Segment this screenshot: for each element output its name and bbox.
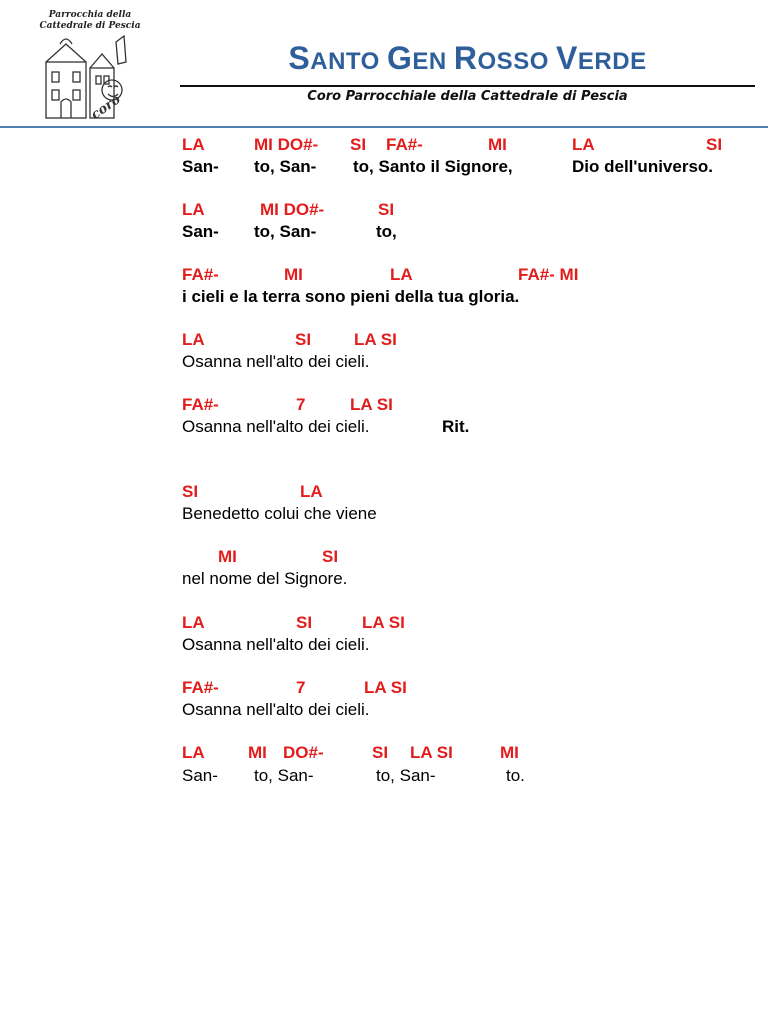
chord: SI <box>295 330 312 349</box>
chord: MI <box>248 743 267 762</box>
title-initial: V <box>556 40 578 76</box>
chord: SI <box>372 743 389 762</box>
lyric: to, San- <box>254 766 314 785</box>
chord: LA <box>182 200 205 219</box>
chord: LA <box>182 743 205 762</box>
chord: FA#- <box>386 135 423 154</box>
lyric: Osanna nell'alto dei cieli. <box>182 635 370 654</box>
chord: MI <box>218 547 237 566</box>
lyric: nel nome del Signore. <box>182 569 348 588</box>
lyric: Osanna nell'alto dei cieli. <box>182 352 370 371</box>
chord: SI <box>350 135 367 154</box>
chord: LA SI <box>354 330 397 349</box>
title-part: OSSO <box>477 48 557 75</box>
chord: 7 <box>296 395 306 414</box>
chord: FA#- <box>182 395 219 414</box>
chord: FA#- MI <box>518 265 579 284</box>
chord: MI <box>284 265 303 284</box>
title-part: ERDE <box>577 48 647 75</box>
lyric: i cieli e la terra sono pieni della tua gloria. <box>182 287 520 306</box>
title-underline <box>180 85 755 87</box>
chord: LA <box>572 135 595 154</box>
logo-line-2: Cattedrale di Pescia <box>39 21 141 31</box>
chord: DO#- <box>283 743 324 762</box>
lyric: Osanna nell'alto dei cieli. <box>182 417 370 436</box>
page-subtitle: Coro Parrocchiale della Cattedrale di Pescia <box>307 89 628 104</box>
chord: SI <box>182 482 199 501</box>
page-title <box>180 40 755 77</box>
lyric: to, Santo il Signore, <box>353 157 513 176</box>
title-initial: R <box>453 40 478 76</box>
lyric: San- <box>182 222 219 241</box>
chord: LA <box>390 265 413 284</box>
chord: LA SI <box>364 678 407 697</box>
title-initial: G <box>387 40 413 76</box>
chord: FA#- <box>182 678 219 697</box>
chord: SI <box>296 613 313 632</box>
refrain-tag: Rit. <box>442 417 470 436</box>
lyric: to. <box>506 766 525 785</box>
chord: MI DO#- <box>254 135 319 154</box>
chord: SI <box>706 135 723 154</box>
chord: LA <box>182 135 205 154</box>
lyric: to, San- <box>376 766 436 785</box>
title-part: ANTO <box>310 48 387 75</box>
lyric: Dio dell'universo. <box>572 157 714 176</box>
lyric: to, San- <box>254 222 317 241</box>
title-initial: S <box>288 40 311 76</box>
chord: MI <box>500 743 519 762</box>
lyric: San- <box>182 766 218 785</box>
logo-badge: coro <box>88 92 124 123</box>
chord: SI <box>322 547 339 566</box>
header-divider <box>0 126 768 128</box>
chord: LA <box>182 330 205 349</box>
chord: MI DO#- <box>260 200 325 219</box>
chord: 7 <box>296 678 306 697</box>
chord: LA SI <box>362 613 405 632</box>
chord: LA <box>300 482 323 501</box>
chord: LA SI <box>410 743 453 762</box>
lyric: San- <box>182 157 219 176</box>
lyric: Benedetto colui che viene <box>182 504 377 523</box>
chord: LA <box>182 613 205 632</box>
title-part: EN <box>412 48 454 75</box>
chord: FA#- <box>182 265 219 284</box>
chord: SI <box>378 200 395 219</box>
lyric: to, <box>376 222 397 241</box>
lyric: to, San- <box>254 157 317 176</box>
chord: MI <box>488 135 507 154</box>
parish-choir-logo <box>38 8 142 124</box>
chord: LA SI <box>350 395 393 414</box>
logo-line-1: Parrocchia della <box>48 10 132 20</box>
lyric: Osanna nell'alto dei cieli. <box>182 700 370 719</box>
